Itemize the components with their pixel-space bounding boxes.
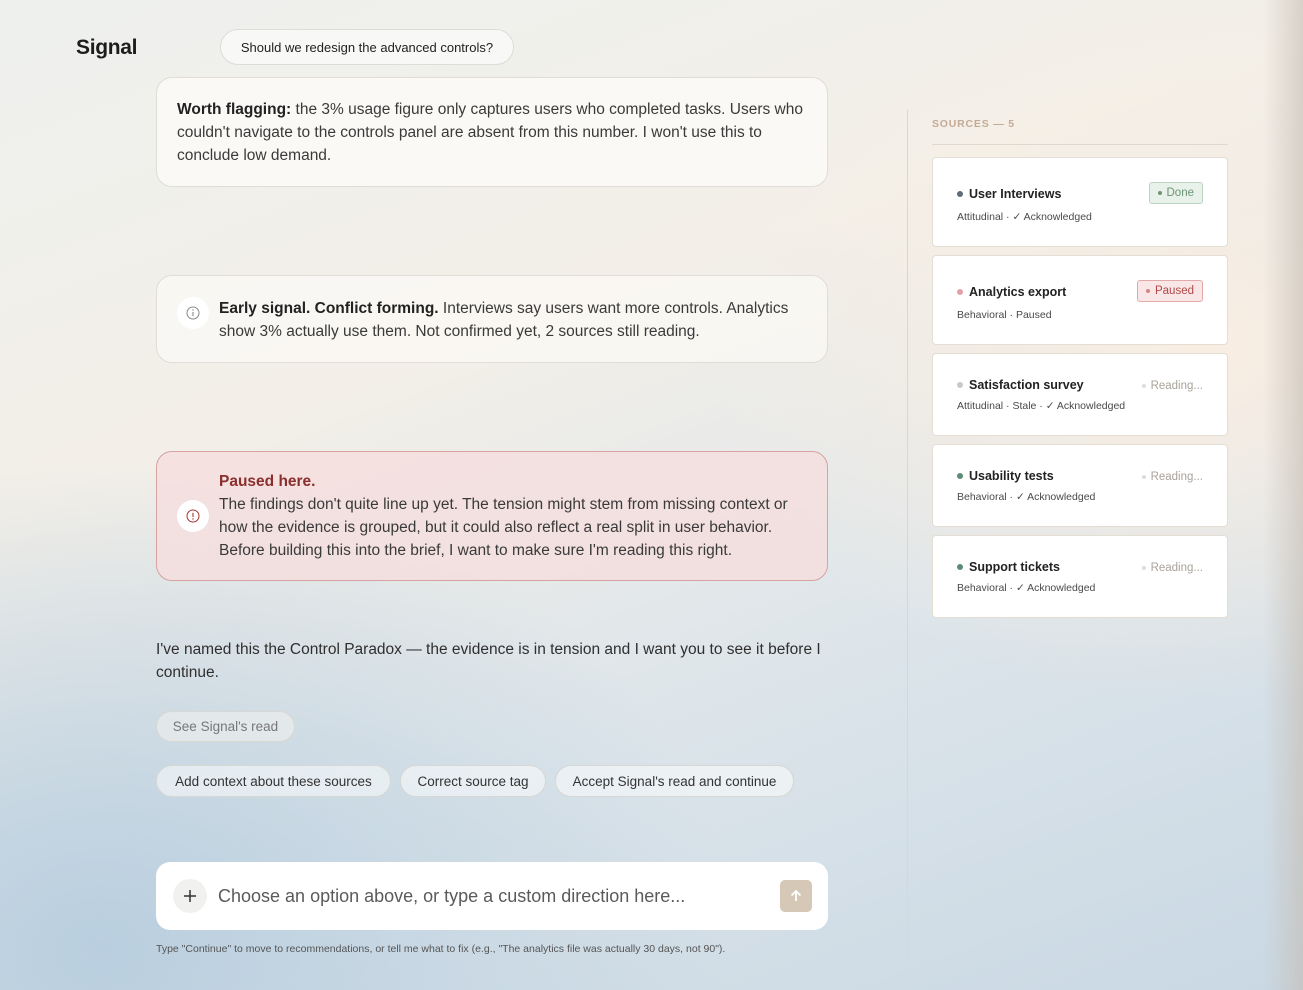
correct-source-tag-button[interactable]: Correct source tag (400, 765, 546, 797)
info-icon (177, 297, 209, 329)
paused-text: The findings don't quite line up yet. The tension might stem from missing context or how the evidence is grouped, but it could also reflect a real split in user behavior. Before building this into the brief, I want to make sure I'm reading this right. (219, 496, 788, 559)
source-name: Satisfaction survey (957, 378, 1084, 392)
source-card-user-interviews[interactable] (932, 157, 1228, 247)
status-dot-icon (957, 191, 963, 197)
accept-and-continue-button[interactable]: Accept Signal's read and continue (555, 765, 794, 797)
source-meta: Behavioral · ✓ Acknowledged (957, 582, 1096, 594)
sources-divider (932, 144, 1228, 145)
paused-alert-card (156, 451, 828, 581)
source-card-usability-tests[interactable] (932, 444, 1228, 527)
add-context-button[interactable]: Add context about these sources (156, 765, 391, 797)
status-dot-icon (957, 289, 963, 295)
source-name: Analytics export (957, 285, 1066, 299)
composer-hint: Type "Continue" to move to recommendations, or tell me what to fix (e.g., "The analytics file was actually 30 days, not 90"). (156, 943, 726, 955)
source-card-satisfaction-survey[interactable] (932, 353, 1228, 436)
flag-message-card (156, 77, 828, 187)
arrow-up-icon (789, 889, 803, 903)
see-signals-read-button[interactable]: See Signal's read (156, 711, 295, 742)
status-dot-icon (957, 382, 963, 388)
source-name: User Interviews (957, 187, 1061, 201)
status-badge: Reading... (1142, 557, 1203, 579)
add-attachment-button[interactable] (173, 879, 207, 913)
question-pill[interactable]: Should we redesign the advanced controls? (220, 29, 514, 65)
summary-message: I've named this the Control Paradox — the evidence is in tension and I want you to see it before I continue. (156, 641, 821, 681)
status-dot-icon (957, 473, 963, 479)
flag-title: Worth flagging: (177, 101, 292, 118)
message-composer (156, 862, 828, 930)
source-card-analytics-export[interactable] (932, 255, 1228, 345)
status-dot-icon (957, 564, 963, 570)
early-signal-card (156, 275, 828, 363)
alert-icon (177, 500, 209, 532)
source-meta: Attitudinal · ✓ Acknowledged (957, 211, 1092, 223)
sidebar-divider (907, 110, 908, 960)
early-signal-title: Early signal. Conflict forming. (219, 300, 439, 317)
sources-title: SOURCES — 5 (932, 118, 1015, 130)
status-badge: Reading... (1142, 375, 1203, 397)
flag-text: the 3% usage figure only captures users who completed tasks. Users who couldn't navigate to the controls panel are absent from this number. I won't use this to conclude low demand. (177, 101, 803, 164)
paused-title: Paused here. (219, 473, 316, 490)
source-name: Support tickets (957, 560, 1060, 574)
app-logo: Signal (76, 36, 138, 59)
send-button[interactable] (780, 880, 812, 912)
status-badge: Done (1149, 182, 1204, 204)
message-input[interactable] (218, 880, 758, 912)
plus-icon (183, 889, 197, 903)
source-meta: Behavioral · Paused (957, 309, 1052, 321)
status-badge: Reading... (1142, 466, 1203, 488)
source-meta: Behavioral · ✓ Acknowledged (957, 491, 1096, 503)
source-name: Usability tests (957, 469, 1054, 483)
source-card-support-tickets[interactable] (932, 535, 1228, 618)
early-signal-text: Interviews say users want more controls. Analytics show 3% actually use them. Not confirmed yet, 2 sources still reading. (219, 300, 789, 340)
status-badge: Paused (1137, 280, 1203, 302)
source-meta: Attitudinal · Stale · ✓ Acknowledged (957, 400, 1126, 412)
window-edge-shade (1263, 0, 1303, 990)
